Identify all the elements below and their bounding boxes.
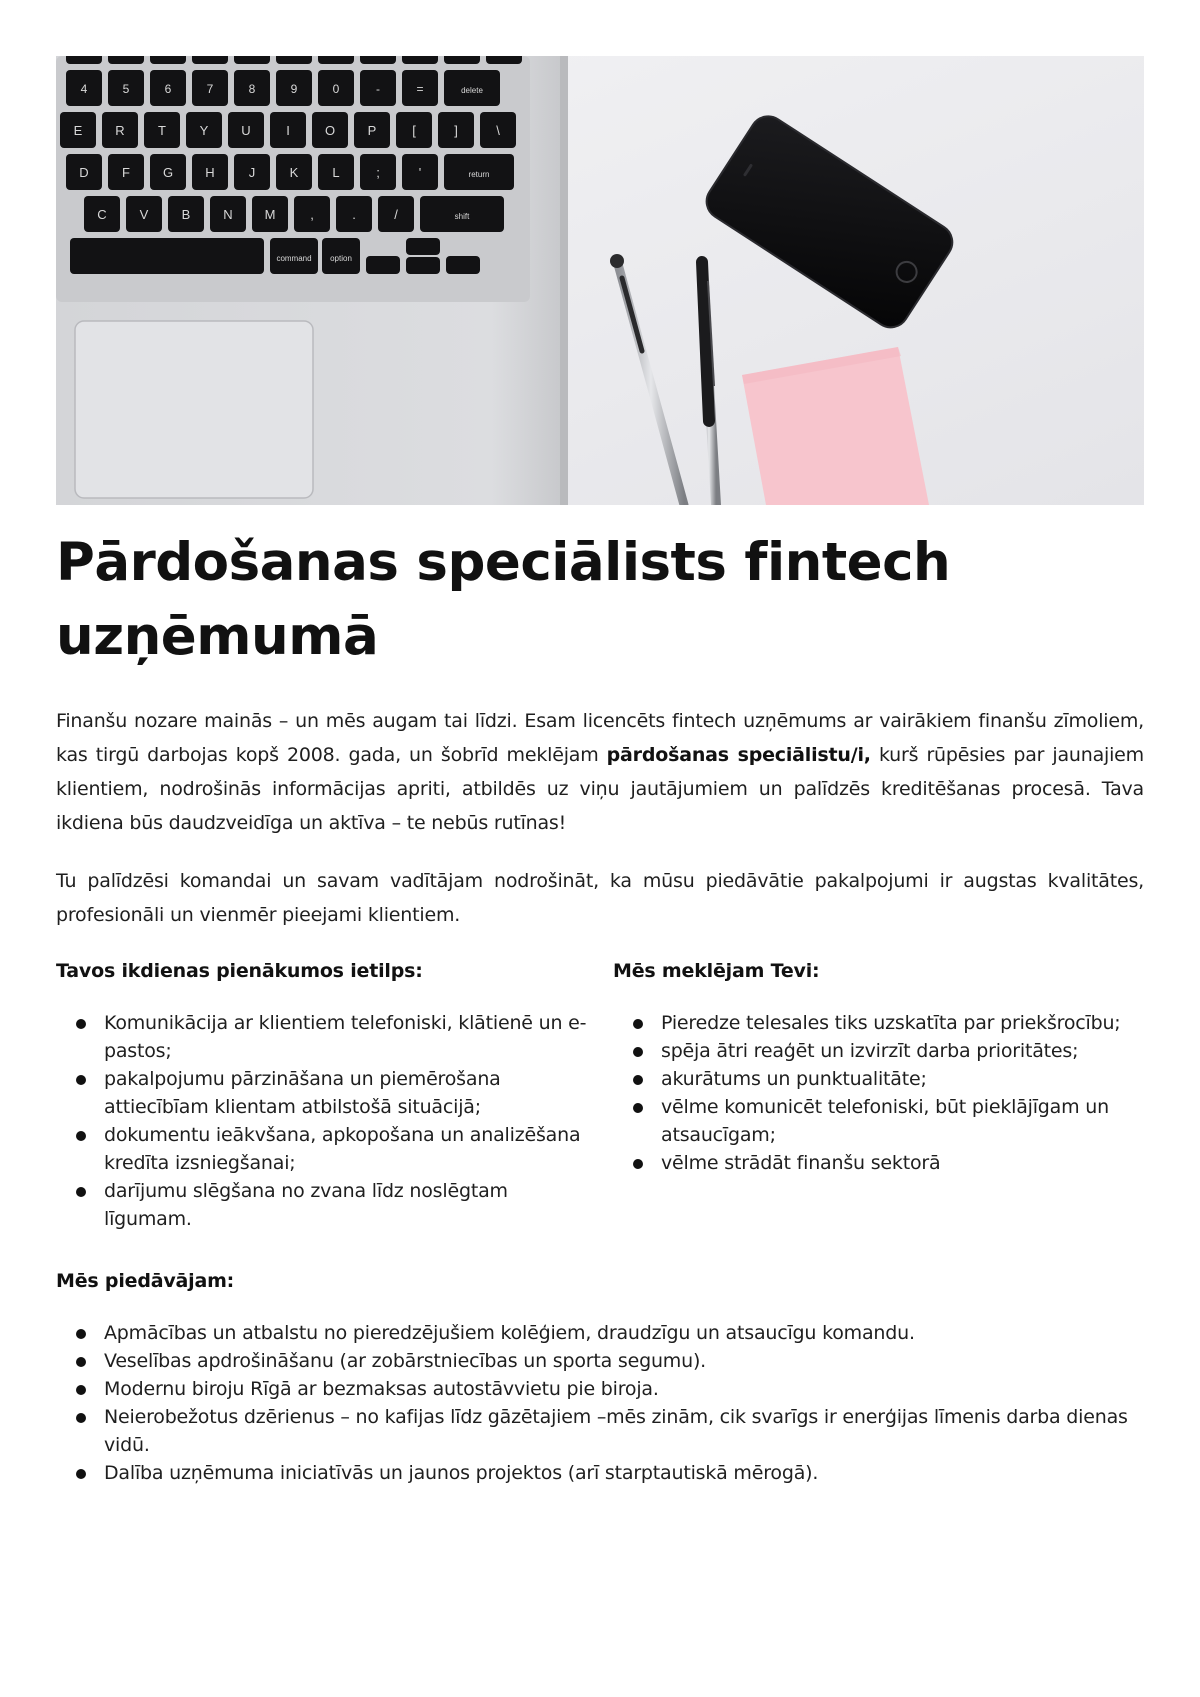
duty-item: Komunikācija ar klientiem telefoniski, klātienē un e-pastos; <box>56 1009 596 1065</box>
keyboard-key-label: V <box>139 207 149 222</box>
duty-item: pakalpojumu pārzināšana un piemērošana attiecībīam klientam atbilstošā situācijā; <box>56 1065 596 1121</box>
keyboard-key-label: 4 <box>80 82 88 96</box>
keyboard-key-label: 9 <box>290 82 298 96</box>
page-title: Pārdošanas speciālists fintech uzņēmumā <box>56 532 951 667</box>
offer-heading: Mēs piedāvājam: <box>56 1270 235 1292</box>
keyboard-key-label: G <box>162 165 174 180</box>
keyboard-key <box>70 238 264 274</box>
requirement-item: vēlme komunicēt telefoniski, būt pieklājīgam un atsaucīgam; <box>613 1093 1147 1149</box>
keyboard-key-label: 6 <box>164 82 172 96</box>
keyboard-key-label: [ <box>412 123 416 138</box>
keyboard-key-label: E <box>73 123 83 138</box>
keyboard-key-label: U <box>241 123 251 138</box>
keyboard-key-label: R <box>115 123 125 138</box>
hero-illustration <box>56 56 1144 505</box>
keyboard-key-label: T <box>158 123 166 138</box>
keyboard-key-label: \ <box>496 123 500 138</box>
duty-item: darījumu slēgšana no zvana līdz noslēgtam līgumam. <box>56 1177 596 1233</box>
intro-position-highlight: pārdošanas speciālistu/i, <box>606 744 871 766</box>
keyboard-key-label: = <box>416 82 424 96</box>
requirement-item: vēlme strādāt finanšu sektorā <box>613 1149 1147 1177</box>
requirements-heading: Mēs meklējam Tevi: <box>613 960 820 982</box>
offer-item: Neierobežotus dzērienus – no kafijas līdz gāzētajiem –mēs zinām, cik svarīgs ir enerģijas līmenis darba dienas vidū. <box>56 1403 1148 1459</box>
sticky-note <box>742 347 929 505</box>
trackpad <box>75 321 313 498</box>
keyboard-key <box>318 56 354 64</box>
keyboard-key-label: delete <box>461 86 483 95</box>
keyboard-key <box>108 56 144 64</box>
keyboard-key-label: ' <box>418 165 422 180</box>
keyboard-key-label: N <box>223 207 233 222</box>
keyboard-key-label: command <box>276 254 312 263</box>
keyboard-key <box>276 56 312 64</box>
keyboard-key-label: O <box>324 123 336 138</box>
intro-text-end: kurš rūpēsies par jaunajiem klientiem, nodrošinās informācijas apriti, atbildēs uz viņu jautājumiem un palīdzēs kreditēšanas procesā. Tava ikdiena būs daudzveidīga un aktīva – te nebūs rutīnas! <box>56 744 1144 834</box>
keyboard-key <box>406 238 440 255</box>
keyboard-key-label: F <box>122 165 130 180</box>
laptop <box>56 56 568 505</box>
keyboard-key-label: 5 <box>122 82 130 96</box>
requirements-list <box>613 1009 1147 1177</box>
keyboard-key-label: C <box>97 207 107 222</box>
keyboard-key <box>444 56 480 64</box>
duties-heading: Tavos ikdienas pienākumos ietilps: <box>56 960 423 982</box>
requirement-item: akurātums un punktualitāte; <box>613 1065 1147 1093</box>
offer-item: Modernu biroju Rīgā ar bezmaksas autostāvvietu pie biroja. <box>56 1375 1148 1403</box>
keyboard-key <box>402 56 438 64</box>
keyboard-key <box>192 56 228 64</box>
keyboard-key <box>486 56 522 64</box>
keyboard-key <box>234 56 270 64</box>
keyboard-key <box>446 256 480 274</box>
requirement-item: Pieredze telesales tiks uzskatīta par priekšrocību; <box>613 1009 1147 1037</box>
hero-photo <box>56 56 1144 505</box>
keyboard-key-label: . <box>352 207 356 222</box>
keyboard-key-label: 0 <box>332 82 340 96</box>
keyboard-key <box>150 56 186 64</box>
keyboard-key-label: D <box>79 165 89 180</box>
requirements-section <box>613 955 1147 1177</box>
keyboard-key-label: return <box>468 170 490 179</box>
team-paragraph: Tu palīdzēsi komandai un savam vadītājam nodrošināt, ka mūsu piedāvātie pakalpojumi ir augstas kvalitātes, profesionāli un vienmēr pieejami klientiem. <box>56 870 1144 926</box>
intro-paragraph <box>56 704 1144 840</box>
offer-item: Apmācības un atbalstu no pieredzējušiem kolēģiem, draudzīgu un atsaucīgu komandu. <box>56 1319 1148 1347</box>
keyboard-key <box>360 56 396 64</box>
keyboard-key <box>66 56 102 64</box>
keyboard-key-label: P <box>367 123 377 138</box>
keyboard-key-label: L <box>332 165 340 180</box>
intro-text-start: Finanšu nozare mainās – un mēs augam tai līdzi. Esam licencēts fintech uzņēmums ar vairākiem finanšu zīmoliem, kas tirgū darbojas kopš 2008. gada, un šobrīd meklējam <box>56 710 1144 766</box>
keyboard-key-label: 7 <box>206 82 214 96</box>
keyboard-key-label: Y <box>199 123 209 138</box>
offer-list <box>56 1319 1148 1487</box>
offer-section <box>56 1265 1148 1487</box>
requirement-item: spēja ātri reaģēt un izvirzīt darba prioritātes; <box>613 1037 1147 1065</box>
keyboard-key <box>406 257 440 274</box>
duties-list <box>56 1009 596 1233</box>
keyboard-key-label: 8 <box>248 82 256 96</box>
keyboard-key-label: B <box>181 207 191 222</box>
keyboard-key-label: , <box>310 207 314 222</box>
offer-item: Dalība uzņēmuma iniciatīvās un jaunos projektos (arī starptautiskā mērogā). <box>56 1459 1148 1487</box>
keyboard-key-label: J <box>248 165 256 180</box>
keyboard-key-label: K <box>289 165 299 180</box>
keyboard-key-label: M <box>264 207 276 222</box>
keyboard-key-label: H <box>205 165 215 180</box>
keyboard-key-label: shift <box>454 212 470 221</box>
keyboard-key-label: - <box>376 82 380 96</box>
duty-item: dokumentu ieākvšana, apkopošana un analizēšana kredīta izsniegšanai; <box>56 1121 596 1177</box>
offer-item: Veselības apdrošināšanu (ar zobārstniecības un sporta segumu). <box>56 1347 1148 1375</box>
keyboard-key <box>366 256 400 274</box>
keyboard-key-label: option <box>330 254 352 263</box>
keyboard-key-label: ; <box>376 165 380 180</box>
duties-section <box>56 955 596 1233</box>
keyboard-key-label: I <box>286 123 290 138</box>
keyboard-key-label: ] <box>454 123 458 138</box>
keyboard-key-label: / <box>394 207 398 222</box>
